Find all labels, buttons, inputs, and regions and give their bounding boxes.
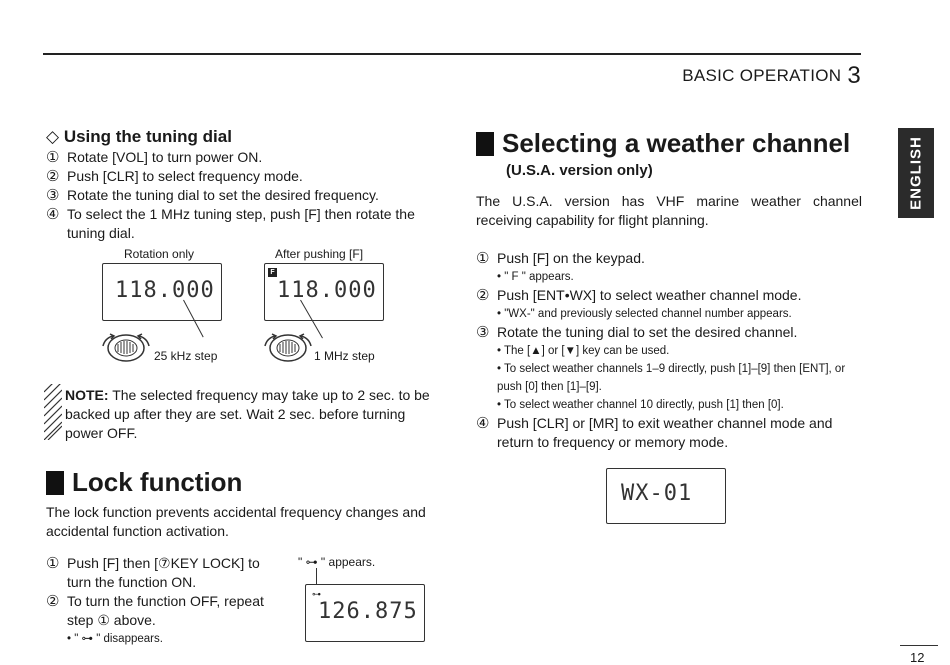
list-item: ② Push [CLR] to select frequency mode.: [46, 168, 303, 185]
lock-intro: The lock function prevents accidental frequency changes and accidental function activation.: [46, 504, 426, 539]
running-header: [682, 62, 861, 90]
header-rule: [43, 53, 861, 55]
fig-caption-left: Rotation only: [124, 247, 195, 261]
page-number: 12: [910, 650, 925, 665]
chapter-number: 3: [847, 62, 861, 89]
list-item: ① Push [F] then [⑦KEY LOCK] to turn the function ON.: [46, 555, 260, 590]
list-item: ③ Rotate the tuning dial to set the desired channel.: [476, 324, 798, 341]
lcd-display-lock: ⊶ 126.875: [305, 584, 425, 642]
key-icon: ⊶: [312, 589, 321, 599]
step-label-left: 25 kHz step: [154, 349, 218, 363]
step-label-right: 1 MHz step: [314, 349, 375, 363]
note-block: [65, 386, 435, 443]
diamond-icon: ◇: [46, 127, 60, 146]
tuning-knob-icon: [262, 328, 314, 366]
f-indicator-icon: F: [268, 268, 277, 277]
note-hatch-icon: [44, 384, 62, 440]
note-label: NOTE:: [65, 387, 109, 403]
weather-steps: ① Push [F] on the keypad. • " F " appears. ② Push [ENT•WX] to select weather channel mode. • "WX-" and previously selected channel number appears. ③ Rotate the tuning dial to set the desired channel. • The [▲] or [▼] key can be used. • To select weather channels 1–9 directly, push [1]–[9] then [ENT], or push [0] then [1]–[9]. • To select weather channel 10 directly, push [1] then [0]. ④ Push [CLR] or [MR] to exit weather channel mode and return to frequency or memory mode.: [476, 249, 864, 452]
language-tab: ENGLISH: [898, 128, 934, 218]
list-item: ① Push [F] on the keypad.: [476, 250, 645, 267]
lcd-display-left: 118.000: [102, 263, 222, 321]
tuning-knob-icon: [100, 328, 152, 366]
list-item: ① Rotate [VOL] to turn power ON.: [46, 149, 263, 166]
lock-appears-caption: " ⊶ " appears.: [298, 555, 376, 569]
weather-heading: Selecting a weather channel: [476, 128, 850, 159]
page-number-rule: [900, 645, 938, 646]
list-item: ③ Rotate the tuning dial to set the desired frequency.: [46, 187, 379, 204]
tuning-steps: [46, 148, 438, 243]
note-text: The selected frequency may take up to 2 sec. to be backed up after they are set. Wait 2 sec. before turning power OFF.: [65, 387, 430, 441]
lock-bullet: • " ⊶ " disappears.: [67, 633, 163, 645]
section-marker-icon: [476, 132, 494, 156]
list-item: ④ To select the 1 MHz tuning step, push [F] then rotate the tuning dial.: [46, 206, 415, 241]
list-item: ② Push [ENT•WX] to select weather channel mode.: [476, 287, 802, 304]
list-item: ② To turn the function OFF, repeat step ① above.: [46, 593, 264, 628]
lock-steps: [46, 554, 286, 648]
lcd-display-weather: WX-01: [606, 468, 726, 524]
fig-caption-right: After pushing [F]: [275, 247, 364, 261]
weather-subheading: (U.S.A. version only): [506, 162, 653, 179]
tuning-heading: ◇ Using the tuning dial: [46, 127, 232, 146]
section-marker-icon: [46, 471, 64, 495]
header-title: BASIC OPERATION: [682, 66, 842, 85]
lcd-display-right: F 118.000: [264, 263, 384, 321]
list-item: ④ Push [CLR] or [MR] to exit weather channel mode and return to frequency or memory mode.: [476, 415, 833, 450]
lock-heading: Lock function: [46, 467, 242, 498]
weather-intro: The U.S.A. version has VHF marine weather channel receiving capability for flight planning.: [476, 193, 862, 228]
